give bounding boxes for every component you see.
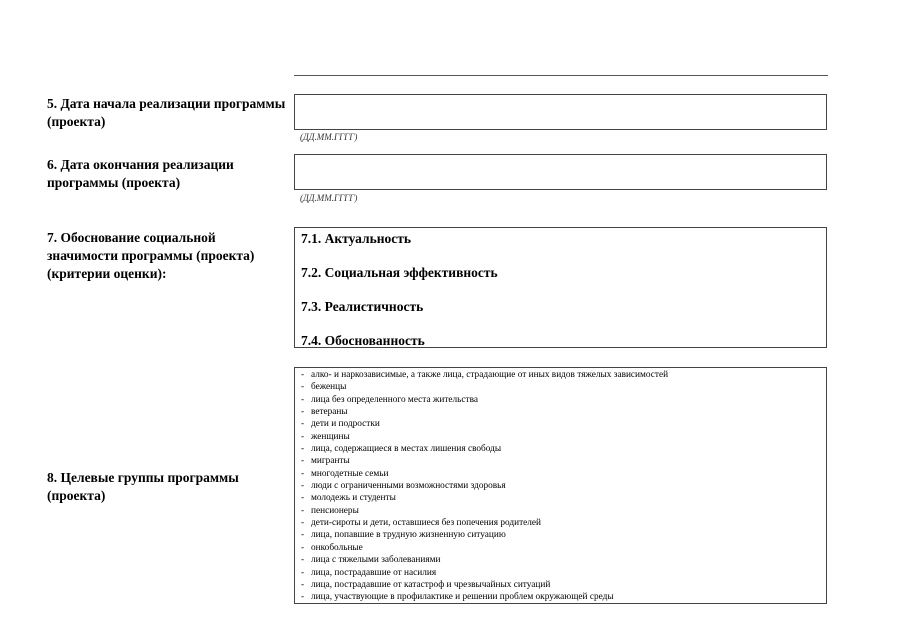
target-group-item bbox=[301, 381, 668, 393]
target-group-text: лица, попавшие в трудную жизненную ситуацию bbox=[311, 530, 506, 541]
target-group-item bbox=[301, 455, 668, 467]
list-dash: - bbox=[301, 444, 305, 455]
target-group-item bbox=[301, 591, 668, 603]
target-group-item bbox=[301, 431, 668, 443]
start-date-field[interactable] bbox=[294, 94, 827, 130]
list-dash: - bbox=[301, 579, 305, 590]
target-group-item bbox=[301, 492, 668, 504]
target-group-text: лица, пострадавшие от насилия bbox=[311, 567, 437, 578]
list-dash: - bbox=[301, 542, 305, 553]
target-group-text: молодежь и студенты bbox=[311, 493, 396, 504]
list-dash: - bbox=[301, 468, 305, 479]
criterion-realism: 7.3. Реалистичность bbox=[301, 299, 424, 314]
target-group-item bbox=[301, 480, 668, 492]
start-date-label: 5. Дата начала реализации программы (проекта) bbox=[47, 96, 286, 129]
list-dash: - bbox=[301, 407, 305, 418]
target-group-item bbox=[301, 394, 668, 406]
list-dash: - bbox=[301, 518, 305, 529]
list-dash: - bbox=[301, 505, 305, 516]
list-dash: - bbox=[301, 394, 305, 405]
target-group-text: онкобольные bbox=[311, 542, 363, 553]
justification-field[interactable] bbox=[294, 227, 827, 348]
target-group-text: ветераны bbox=[311, 407, 348, 418]
criterion-social-efficiency: 7.2. Социальная эффективность bbox=[301, 265, 498, 280]
target-group-text: дети и подростки bbox=[311, 419, 380, 430]
target-group-item bbox=[301, 529, 668, 541]
target-group-item bbox=[301, 554, 668, 566]
criterion-relevance: 7.1. Актуальность bbox=[301, 231, 412, 246]
target-group-text: беженцы bbox=[311, 382, 347, 393]
list-dash: - bbox=[301, 493, 305, 504]
target-group-text: люди с ограниченными возможностями здоровья bbox=[311, 481, 506, 492]
target-group-text: мигранты bbox=[311, 456, 350, 467]
list-dash: - bbox=[301, 456, 305, 467]
target-group-item bbox=[301, 468, 668, 480]
list-dash: - bbox=[301, 431, 305, 442]
target-group-item bbox=[301, 443, 668, 455]
target-groups-list bbox=[301, 369, 668, 604]
target-group-item bbox=[301, 517, 668, 529]
target-groups-field[interactable] bbox=[294, 367, 827, 604]
list-dash: - bbox=[301, 382, 305, 393]
list-dash: - bbox=[301, 370, 305, 380]
list-dash: - bbox=[301, 592, 305, 603]
target-group-text: многодетные семьи bbox=[311, 468, 389, 479]
target-group-text: лица, содержащиеся в местах лишения свободы bbox=[311, 444, 502, 455]
end-date-label: 6. Дата окончания реализации программы (проекта) bbox=[47, 157, 234, 190]
target-group-item bbox=[301, 369, 668, 381]
target-group-text: дети-сироты и дети, оставшиеся без попечения родителей bbox=[311, 518, 542, 529]
justification-label: 7. Обоснование социальной значимости программы (проекта) (критерии оценки): bbox=[47, 230, 255, 281]
end-date-field[interactable] bbox=[294, 154, 827, 190]
list-dash: - bbox=[301, 481, 305, 492]
target-group-item bbox=[301, 418, 668, 430]
criterion-validity: 7.4. Обоснованность bbox=[301, 333, 425, 348]
target-group-item bbox=[301, 579, 668, 591]
target-group-text: женщины bbox=[311, 431, 350, 442]
start-date-format-hint: (ДД.ММ.ГГГГ) bbox=[300, 132, 358, 142]
target-group-text: лица без определенного места жительства bbox=[311, 394, 478, 405]
list-dash: - bbox=[301, 419, 305, 430]
list-dash: - bbox=[301, 530, 305, 541]
target-group-text: лица с тяжелыми заболеваниями bbox=[311, 555, 441, 566]
target-group-item bbox=[301, 406, 668, 418]
end-date-format-hint: (ДД.ММ.ГГГГ) bbox=[300, 193, 358, 203]
target-group-text: алко- и наркозависимые, а также лица, страдающие от иных видов тяжелых зависимостей bbox=[311, 370, 669, 380]
target-group-item bbox=[301, 505, 668, 517]
top-divider-line bbox=[294, 75, 828, 76]
list-dash: - bbox=[301, 567, 305, 578]
target-group-text: лица, участвующие в профилактике и решении проблем окружающей среды bbox=[311, 592, 614, 603]
target-group-text: лица, пострадавшие от катастроф и чрезвычайных ситуаций bbox=[311, 579, 551, 590]
target-group-item bbox=[301, 542, 668, 554]
target-group-item bbox=[301, 567, 668, 579]
target-group-text: пенсионеры bbox=[311, 505, 359, 516]
target-groups-label: 8. Целевые группы программы (проекта) bbox=[47, 470, 239, 503]
list-dash: - bbox=[301, 555, 305, 566]
